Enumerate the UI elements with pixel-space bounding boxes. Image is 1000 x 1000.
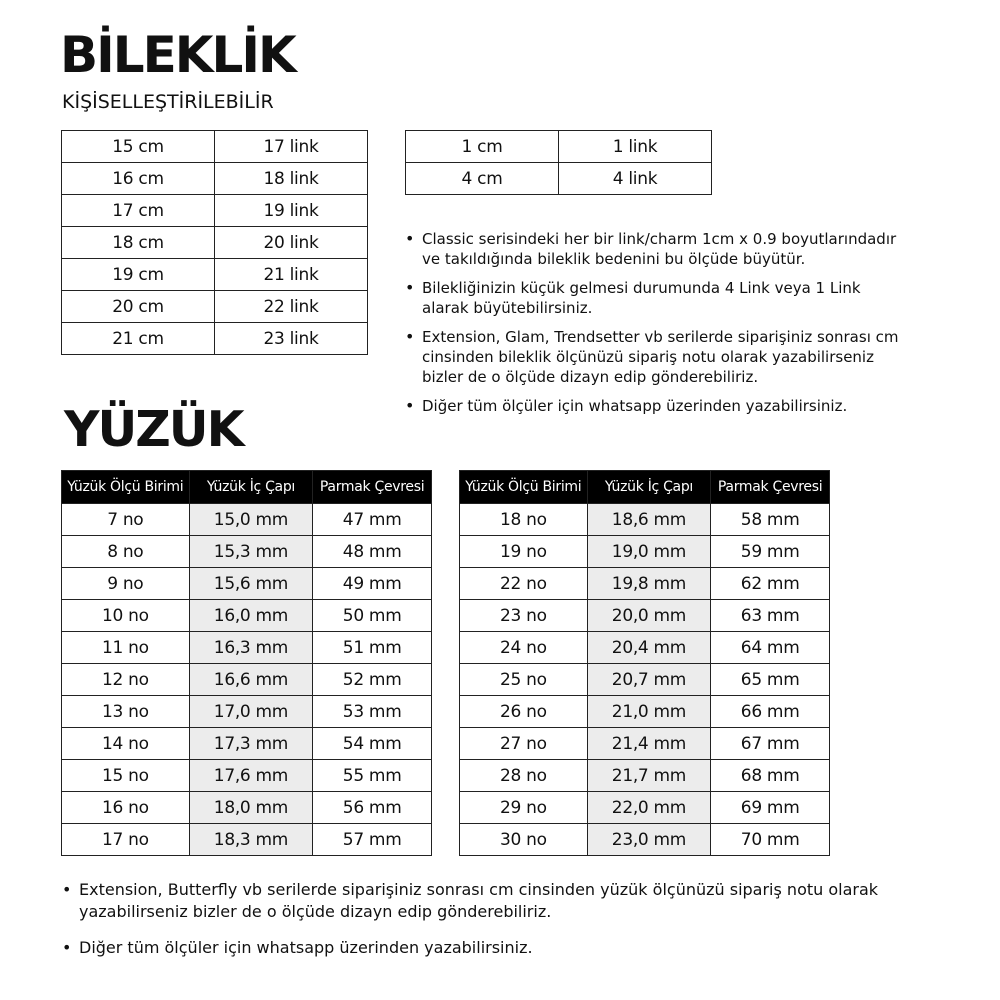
finger-circumference-cell: 69 mm xyxy=(711,792,830,824)
table-row xyxy=(460,792,830,824)
table-row xyxy=(62,696,432,728)
inner-diameter-cell: 18,3 mm xyxy=(189,824,313,856)
ring-size-table-left xyxy=(61,470,432,856)
finger-circumference-cell: 57 mm xyxy=(313,824,432,856)
ring-title: YÜZÜK xyxy=(64,401,243,458)
length-cell: 19 cm xyxy=(62,259,215,291)
finger-circumference-cell: 64 mm xyxy=(711,632,830,664)
ring-size-cell: 15 no xyxy=(62,760,190,792)
ring-size-cell: 9 no xyxy=(62,568,190,600)
finger-circumference-cell: 67 mm xyxy=(711,728,830,760)
ring-size-cell: 18 no xyxy=(460,504,588,536)
finger-circumference-cell: 68 mm xyxy=(711,760,830,792)
inner-diameter-cell: 15,3 mm xyxy=(189,536,313,568)
table-row xyxy=(460,536,830,568)
ring-size-table-right xyxy=(459,470,830,856)
finger-circumference-cell: 58 mm xyxy=(711,504,830,536)
inner-diameter-cell: 22,0 mm xyxy=(587,792,711,824)
inner-diameter-cell: 18,6 mm xyxy=(587,504,711,536)
ring-size-cell: 13 no xyxy=(62,696,190,728)
bracelet-unit-table xyxy=(405,130,712,195)
link-count-cell: 1 link xyxy=(559,131,712,163)
link-count-cell: 17 link xyxy=(215,131,368,163)
ring-size-cell: 30 no xyxy=(460,824,588,856)
inner-diameter-cell: 20,7 mm xyxy=(587,664,711,696)
column-header: Yüzük İç Çapı xyxy=(587,471,711,504)
ring-size-cell: 22 no xyxy=(460,568,588,600)
ring-size-cell: 28 no xyxy=(460,760,588,792)
finger-circumference-cell: 65 mm xyxy=(711,664,830,696)
table-row xyxy=(62,195,368,227)
table-row xyxy=(62,259,368,291)
inner-diameter-cell: 15,6 mm xyxy=(189,568,313,600)
length-cell: 21 cm xyxy=(62,323,215,355)
ring-size-cell: 25 no xyxy=(460,664,588,696)
finger-circumference-cell: 51 mm xyxy=(313,632,432,664)
length-cell: 20 cm xyxy=(62,291,215,323)
table-row xyxy=(62,163,368,195)
table-row xyxy=(406,163,712,195)
link-count-cell: 23 link xyxy=(215,323,368,355)
ring-size-cell: 11 no xyxy=(62,632,190,664)
table-row xyxy=(62,760,432,792)
length-cell: 17 cm xyxy=(62,195,215,227)
table-row xyxy=(62,227,368,259)
length-cell: 1 cm xyxy=(406,131,559,163)
table-row xyxy=(62,568,432,600)
link-count-cell: 18 link xyxy=(215,163,368,195)
table-row xyxy=(62,664,432,696)
table-row xyxy=(460,504,830,536)
link-count-cell: 19 link xyxy=(215,195,368,227)
finger-circumference-cell: 47 mm xyxy=(313,504,432,536)
table-row xyxy=(62,728,432,760)
ring-size-cell: 23 no xyxy=(460,600,588,632)
note-item: • Extension, Glam, Trendsetter vb serilerde siparişiniz sonrası cm cinsinden bileklik ölçünüzü sipariş notu olarak yazabilirseniz bizler de o ölçüde dizayn edip gönderebiliriz. xyxy=(405,327,905,387)
ring-size-cell: 16 no xyxy=(62,792,190,824)
inner-diameter-cell: 19,8 mm xyxy=(587,568,711,600)
length-cell: 4 cm xyxy=(406,163,559,195)
table-row xyxy=(62,323,368,355)
inner-diameter-cell: 20,0 mm xyxy=(587,600,711,632)
table-row xyxy=(460,632,830,664)
inner-diameter-cell: 21,7 mm xyxy=(587,760,711,792)
ring-size-cell: 7 no xyxy=(62,504,190,536)
inner-diameter-cell: 15,0 mm xyxy=(189,504,313,536)
note-item: • Classic serisindeki her bir link/charm 1cm x 0.9 boyutlarındadır ve takıldığında bileklik bedenini bu ölçüde büyütür. xyxy=(405,229,905,269)
ring-size-cell: 24 no xyxy=(460,632,588,664)
ring-size-cell: 8 no xyxy=(62,536,190,568)
finger-circumference-cell: 62 mm xyxy=(711,568,830,600)
column-header: Yüzük Ölçü Birimi xyxy=(460,471,588,504)
ring-notes xyxy=(62,879,922,973)
finger-circumference-cell: 50 mm xyxy=(313,600,432,632)
inner-diameter-cell: 18,0 mm xyxy=(189,792,313,824)
inner-diameter-cell: 17,3 mm xyxy=(189,728,313,760)
inner-diameter-cell: 17,0 mm xyxy=(189,696,313,728)
table-row xyxy=(460,728,830,760)
table-row xyxy=(460,664,830,696)
ring-size-cell: 14 no xyxy=(62,728,190,760)
inner-diameter-cell: 21,4 mm xyxy=(587,728,711,760)
link-count-cell: 21 link xyxy=(215,259,368,291)
table-row xyxy=(460,600,830,632)
table-row xyxy=(460,568,830,600)
link-count-cell: 22 link xyxy=(215,291,368,323)
bracelet-notes xyxy=(405,229,905,425)
finger-circumference-cell: 56 mm xyxy=(313,792,432,824)
ring-size-cell: 29 no xyxy=(460,792,588,824)
finger-circumference-cell: 53 mm xyxy=(313,696,432,728)
bracelet-subtitle: KİŞİSELLEŞTİRİLEBİLİR xyxy=(62,91,274,113)
column-header: Yüzük İç Çapı xyxy=(189,471,313,504)
finger-circumference-cell: 52 mm xyxy=(313,664,432,696)
inner-diameter-cell: 21,0 mm xyxy=(587,696,711,728)
column-header: Parmak Çevresi xyxy=(711,471,830,504)
table-row xyxy=(406,131,712,163)
table-row xyxy=(460,824,830,856)
note-item: • Bilekliğinizin küçük gelmesi durumunda 4 Link veya 1 Link alarak büyütebilirsiniz. xyxy=(405,278,905,318)
finger-circumference-cell: 54 mm xyxy=(313,728,432,760)
table-row xyxy=(460,696,830,728)
note-item: • Diğer tüm ölçüler için whatsapp üzerinden yazabilirsiniz. xyxy=(62,937,922,959)
finger-circumference-cell: 48 mm xyxy=(313,536,432,568)
column-header: Yüzük Ölçü Birimi xyxy=(62,471,190,504)
note-item: • Diğer tüm ölçüler için whatsapp üzerinden yazabilirsiniz. xyxy=(405,396,905,416)
table-row xyxy=(62,632,432,664)
inner-diameter-cell: 16,3 mm xyxy=(189,632,313,664)
finger-circumference-cell: 66 mm xyxy=(711,696,830,728)
note-item: • Extension, Butterfly vb serilerde siparişiniz sonrası cm cinsinden yüzük ölçünüzü sipariş notu olarak yazabilirseniz bizler de o ölçüde dizayn edip gönderebiliriz. xyxy=(62,879,922,923)
finger-circumference-cell: 63 mm xyxy=(711,600,830,632)
table-row xyxy=(62,536,432,568)
length-cell: 15 cm xyxy=(62,131,215,163)
table-row xyxy=(62,824,432,856)
finger-circumference-cell: 55 mm xyxy=(313,760,432,792)
inner-diameter-cell: 19,0 mm xyxy=(587,536,711,568)
inner-diameter-cell: 16,0 mm xyxy=(189,600,313,632)
table-row xyxy=(62,504,432,536)
ring-size-cell: 19 no xyxy=(460,536,588,568)
length-cell: 18 cm xyxy=(62,227,215,259)
finger-circumference-cell: 70 mm xyxy=(711,824,830,856)
inner-diameter-cell: 17,6 mm xyxy=(189,760,313,792)
ring-size-cell: 26 no xyxy=(460,696,588,728)
bracelet-size-table xyxy=(61,130,368,355)
table-row xyxy=(62,792,432,824)
ring-size-cell: 27 no xyxy=(460,728,588,760)
inner-diameter-cell: 23,0 mm xyxy=(587,824,711,856)
table-row xyxy=(62,131,368,163)
table-row xyxy=(62,291,368,323)
column-header: Parmak Çevresi xyxy=(313,471,432,504)
inner-diameter-cell: 16,6 mm xyxy=(189,664,313,696)
ring-size-cell: 12 no xyxy=(62,664,190,696)
bracelet-title: BİLEKLİK xyxy=(60,26,295,84)
ring-size-cell: 10 no xyxy=(62,600,190,632)
finger-circumference-cell: 49 mm xyxy=(313,568,432,600)
inner-diameter-cell: 20,4 mm xyxy=(587,632,711,664)
finger-circumference-cell: 59 mm xyxy=(711,536,830,568)
link-count-cell: 20 link xyxy=(215,227,368,259)
link-count-cell: 4 link xyxy=(559,163,712,195)
ring-size-cell: 17 no xyxy=(62,824,190,856)
table-row xyxy=(62,600,432,632)
table-row xyxy=(460,760,830,792)
length-cell: 16 cm xyxy=(62,163,215,195)
